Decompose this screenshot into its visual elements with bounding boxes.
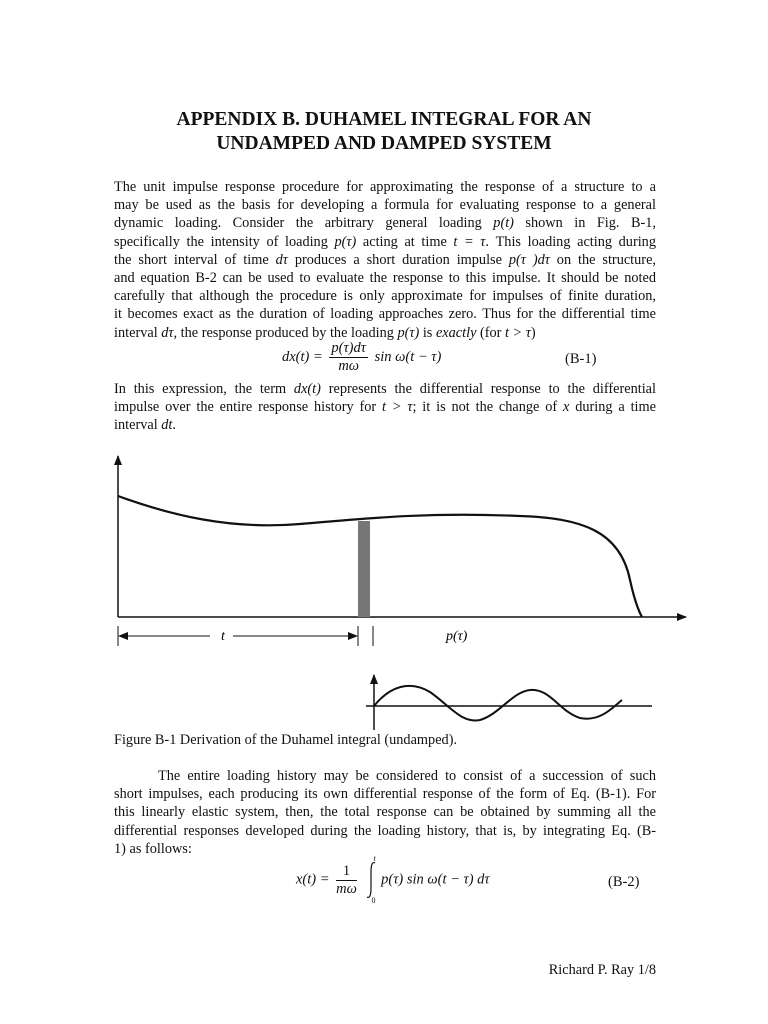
text-line: In this expression, the term dx(t) represents the differential response to the differential: [114, 381, 656, 397]
fraction-numerator: p(τ)dτ: [331, 340, 366, 356]
equation-lhs: dx(t) =: [282, 348, 323, 365]
text-line: interval dτ, the response produced by the loading p(τ) is exactly (for t > τ): [114, 324, 536, 341]
integrand: p(τ) sin ω(t − τ) dτ: [381, 871, 490, 888]
text-line: differential responses developed during the loading history, that is, by integrating Eq. (B-: [114, 822, 656, 839]
text-line: impulse over the entire response history for t > τ; it is not the change of x during a time: [114, 399, 656, 416]
equation-rhs: sin ω(t − τ): [374, 348, 442, 365]
text-line: interval dt.: [114, 417, 176, 434]
text-line: carefully that although the procedure is only approximate for impulses of finite duration,: [114, 288, 656, 305]
text-line: the short interval of time dτ produces a short duration impulse p(τ )dτ on the structure,: [114, 251, 656, 268]
text-line: 1) as follows:: [114, 840, 192, 857]
text-line: specifically the intensity of loading p(τ) acting at time t = τ. This loading acting during: [114, 233, 656, 250]
text-line: it becomes exact as the duration of loading approaches zero. Thus for the differential time: [114, 306, 656, 323]
text-line: and equation B-2 can be used to evaluate the response to this impulse. It should be noted: [114, 270, 656, 287]
equation-label-b2: (B-2): [608, 874, 640, 890]
loading-curve: [118, 496, 642, 617]
fraction-denominator: mω: [336, 880, 357, 897]
text-line: short impulses, each producing its own differential response of the form of Eq. (B-1). For: [114, 786, 656, 803]
text-line: The unit impulse response procedure for approximating the response of a structure to a: [114, 179, 656, 195]
response-curve: [374, 686, 622, 721]
equation-fraction: [336, 863, 357, 898]
equation-label-b1: (B-1): [565, 351, 597, 367]
page-footer: Richard P. Ray 1/8: [548, 962, 656, 978]
text-line: dynamic loading. Consider the arbitrary general loading p(t) shown in Fig. B-1,: [114, 215, 656, 232]
fraction-denominator: mω: [338, 358, 360, 374]
equation-b2: [296, 854, 490, 905]
equation-lhs: x(t) =: [296, 871, 330, 888]
impulse-bar: [358, 521, 370, 617]
label-p-tau: p(τ): [446, 629, 468, 644]
integral-sign: [364, 854, 378, 905]
text-line: this linearly elastic system, then, the total response can be obtained by summing all the: [114, 804, 656, 821]
fraction-numerator: 1: [336, 863, 357, 881]
integral-lower-limit: 0: [371, 896, 376, 905]
label-t: t: [221, 629, 225, 644]
summary-paragraph: [114, 767, 656, 858]
text-line: The entire loading history may be considered to consist of a succession of such: [158, 768, 656, 784]
title-line-1: APPENDIX B. DUHAMEL INTEGRAL FOR AN: [176, 109, 592, 130]
integral-upper-limit: t: [373, 854, 376, 863]
title-line-2: UNDAMPED AND DAMPED SYSTEM: [216, 133, 552, 154]
figure-caption: Figure B-1 Derivation of the Duhamel integral (undamped).: [114, 732, 458, 748]
text-line: may be used as the basis for developing a formula for evaluating response to a general: [114, 197, 656, 214]
